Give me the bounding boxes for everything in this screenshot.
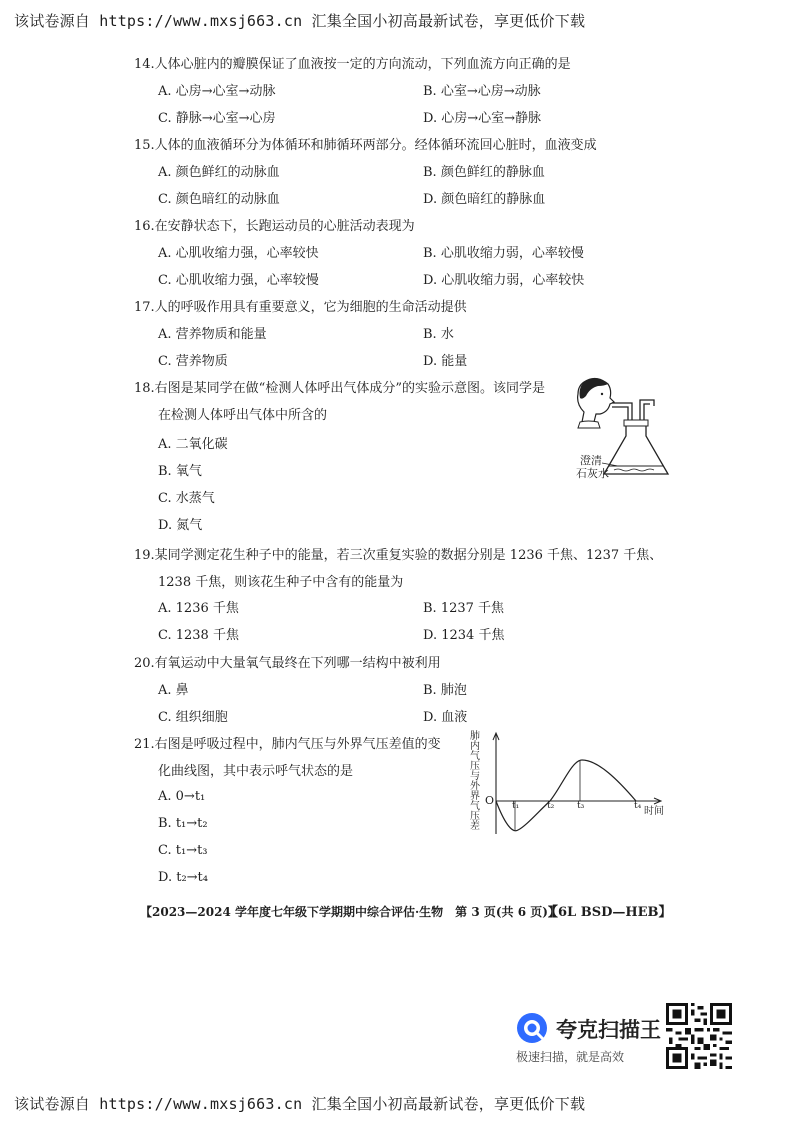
graph-tick-t1: t₁ [512,801,520,811]
question-17-stem: 17.人的呼吸作用具有重要意义，它为细胞的生命活动提供 [134,300,467,315]
question-18-option-c: C. 水蒸气 [158,491,215,506]
question-15-option-b: B. 颜色鲜红的静脉血 [423,165,545,180]
question-17-option-a: A. 营养物质和能量 [158,327,267,342]
question-21-stem: 21.右图是呼吸过程中，肺内气压与外界气压差值的变 [134,737,441,752]
question-16-stem: 16.在安静状态下，长跑运动员的心脏活动表现为 [134,219,415,234]
scanner-brand-slogan: 极速扫描，就是高效 [516,1050,625,1064]
question-16-option-a: A. 心肌收缩力强，心率较快 [158,246,319,261]
question-19-stem-line2: 1238 千焦，则该花生种子中含有的能量为 [158,575,404,590]
question-20-stem: 20.有氧运动中大量氧气最终在下列哪一结构中被利用 [134,656,441,671]
question-14-option-a: A. 心房→心室→动脉 [158,84,276,99]
question-21-option-b: B. t₁→t₂ [158,816,208,831]
question-16-option-d: D. 心肌收缩力弱，心率较快 [423,273,585,288]
question-17-option-c: C. 营养物质 [158,354,228,369]
question-15-option-d: D. 颜色暗红的静脉血 [423,192,546,207]
question-19-option-c: C. 1238 千焦 [158,628,239,643]
question-16-option-c: C. 心肌收缩力强，心率较慢 [158,273,319,288]
question-18-stem: 18.右图是某同学在做“检测人体呼出气体成分”的实验示意图。该同学是 [134,381,545,396]
question-20-option-a: A. 鼻 [158,683,189,698]
question-15-option-c: C. 颜色暗红的动脉血 [158,192,280,207]
question-15-stem: 15.人体的血液循环分为体循环和肺循环两部分。经体循环流回心脏时，血液变成 [134,138,597,153]
question-19-option-b: B. 1237 千焦 [423,601,505,616]
question-14-option-b: B. 心室→心房→动脉 [423,84,541,99]
question-14-stem: 14.人体心脏内的瓣膜保证了血液按一定的方向流动，下列血流方向正确的是 [134,57,571,72]
question-18-option-b: B. 氧气 [158,464,202,479]
source-watermark-top: 该试卷源自 https://www.mxsj663.cn 汇集全国小初高最新试卷，享更低价下载 [14,12,586,30]
question-21-option-d: D. t₂→t₄ [158,870,208,885]
figure-label-limewater: 石灰水 [576,467,609,480]
question-19-stem: 19.某同学测定花生种子中的能量，若三次重复实验的数据分别是 1236 千焦、1237 千焦、 [134,548,663,563]
page-footer-code: 【6L BSD—HEB】 [545,905,672,920]
question-17-option-b: B. 水 [423,327,454,342]
pressure-difference-graph [468,730,668,840]
page-footer: 【2023—2024 学年度七年级下学期期中综合评估·生物 第 3 页(共 6 页)】 [140,905,560,919]
question-15-option-a: A. 颜色鲜红的动脉血 [158,165,280,180]
qr-code-icon [666,1003,732,1069]
graph-origin-label: O [485,794,495,807]
question-17-option-d: D. 能量 [423,354,468,369]
graph-tick-t4: t₄ [634,801,642,811]
question-18-option-a: A. 二氧化碳 [158,437,228,452]
question-20-option-d: D. 血液 [423,710,468,725]
question-14-option-c: C. 静脉→心室→心房 [158,111,276,126]
scanner-brand-name: 夸克扫描王 [556,1018,661,1042]
question-20-option-b: B. 肺泡 [423,683,467,698]
question-21-option-c: C. t₁→t₃ [158,843,208,858]
graph-y-axis-label: 肺内气压与外界气压差 [470,731,480,832]
graph-tick-t2: t₂ [547,801,555,811]
question-19-option-d: D. 1234 千焦 [423,628,505,643]
question-21-option-a: A. 0→t₁ [158,789,206,804]
question-20-option-c: C. 组织细胞 [158,710,228,725]
scanner-logo-icon [516,1012,548,1044]
question-16-option-b: B. 心肌收缩力弱，心率较慢 [423,246,584,261]
exhaled-breath-experiment-figure [574,376,674,481]
question-18-option-d: D. 氮气 [158,518,203,533]
question-18-stem-line2: 在检测人体呼出气体中所含的 [158,408,328,423]
question-21-stem-line2: 化曲线图，其中表示呼气状态的是 [158,764,354,779]
figure-label-clear: 澄清 [580,454,602,467]
graph-tick-t3: t₃ [577,801,585,811]
question-19-option-a: A. 1236 千焦 [158,601,239,616]
graph-x-axis-label: 时间 [644,806,664,817]
source-watermark-bottom: 该试卷源自 https://www.mxsj663.cn 汇集全国小初高最新试卷，享更低价下载 [14,1095,586,1113]
question-14-option-d: D. 心房→心室→静脉 [423,111,542,126]
